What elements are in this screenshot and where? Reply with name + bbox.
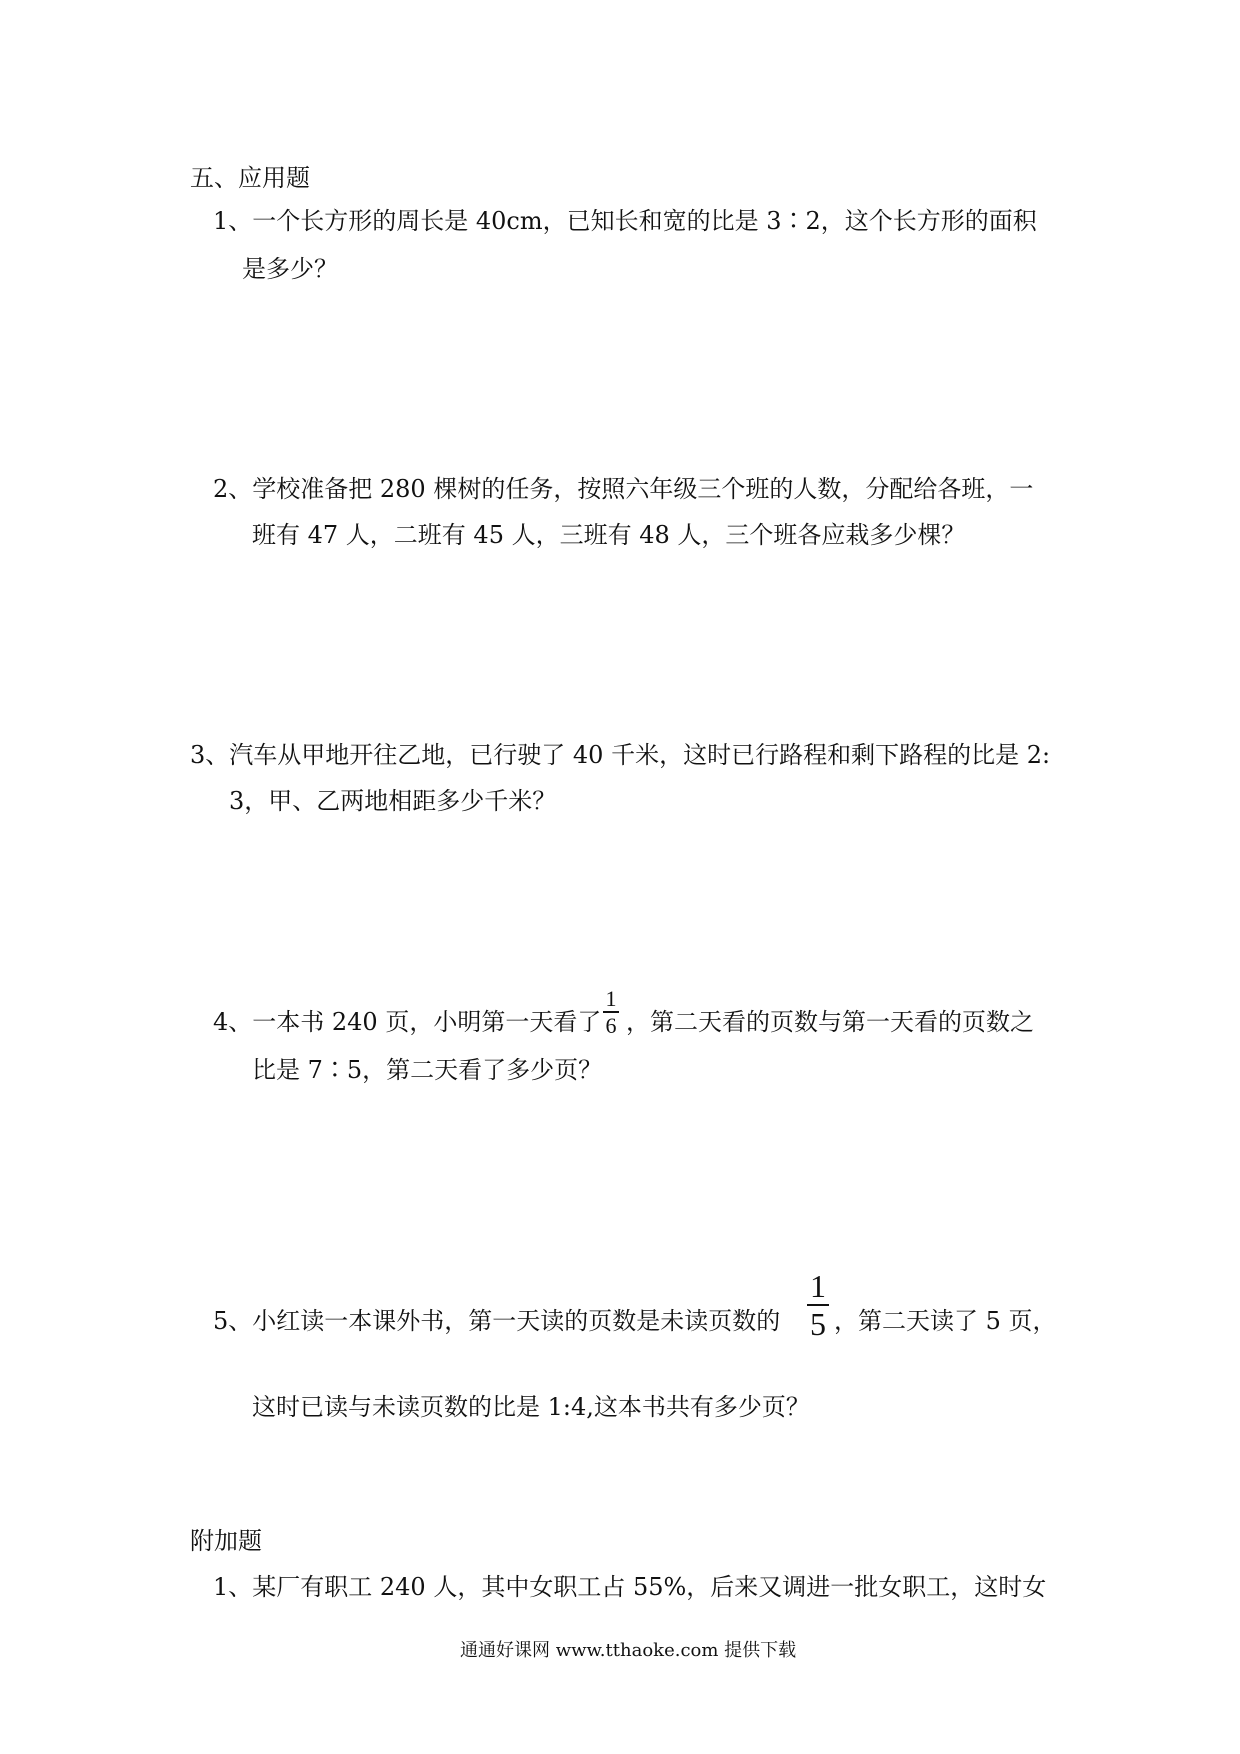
problem-5-line-2: 这时已读与未读页数的比是 1:4,这本书共有多少页？ xyxy=(252,1393,810,1421)
fraction-denominator: 5 xyxy=(810,1306,826,1342)
fraction-numerator: 1 xyxy=(605,986,617,1011)
bonus-title: 附加题 xyxy=(190,1527,262,1555)
problem-2-line-2: 班有 47 人，二班有 45 人，三班有 48 人，三个班各应栽多少棵？ xyxy=(252,521,966,549)
problem-4-line-2: 比是 7∶5，第二天看了多少页？ xyxy=(252,1056,603,1084)
problem-5-fraction xyxy=(807,1268,829,1342)
problem-1-line-2: 是多少？ xyxy=(242,255,338,283)
bonus-problem-1-line-1: 1、某厂有职工 240 人，其中女职工占 55%，后来又调进一批女职工，这时女 xyxy=(213,1573,1047,1601)
fraction-numerator: 1 xyxy=(810,1268,826,1304)
problem-5-line-1-after: ，第二天读了 5 页， xyxy=(834,1307,1057,1335)
section-title: 五、应用题 xyxy=(190,164,310,192)
footer-credit: 通通好课网 www.tthaoke.com 提供下载 xyxy=(460,1640,797,1661)
problem-4-line-1-before: 4、一本书 240 页，小明第一天看了 xyxy=(213,1008,602,1036)
problem-1-line-1: 1、一个长方形的周长是 40cm，已知长和宽的比是 3∶2，这个长方形的面积 xyxy=(213,207,1037,235)
problem-2-line-1: 2、学校准备把 280 棵树的任务，按照六年级三个班的人数，分配给各班，一 xyxy=(213,475,1034,503)
problem-4-fraction xyxy=(603,987,619,1039)
problem-5-line-1-before: 5、小红读一本课外书，第一天读的页数是未读页数的 xyxy=(213,1307,781,1335)
problem-3-line-2: 3，甲、乙两地相距多少千米？ xyxy=(229,787,557,815)
problem-3-line-1: 3、汽车从甲地开往乙地，已行驶了 40 千米，这时已行路程和剩下路程的比是 2: xyxy=(190,741,1051,769)
fraction-denominator: 6 xyxy=(605,1012,617,1038)
problem-4-line-1-after: ，第二天看的页数与第一天看的页数之 xyxy=(626,1008,1034,1036)
